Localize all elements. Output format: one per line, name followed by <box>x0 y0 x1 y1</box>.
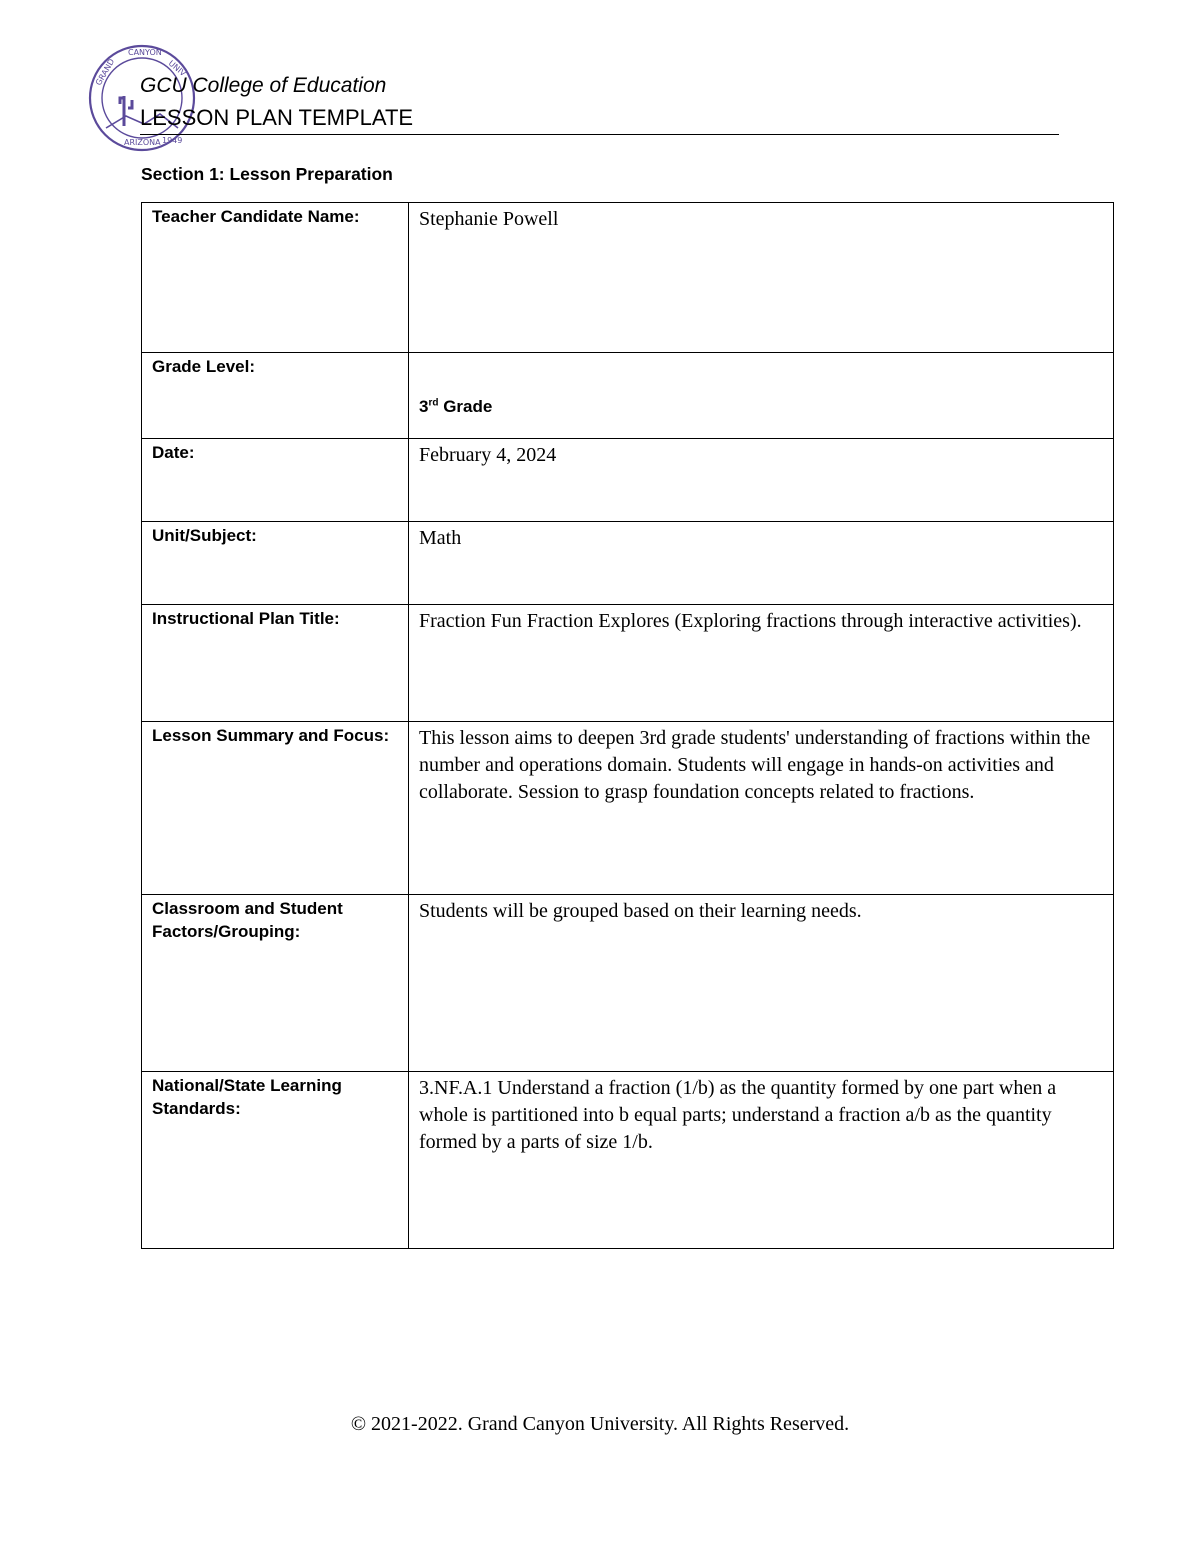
plan-title-value: Fraction Fun Fraction Explores (Exploring fractions through interactive activities). <box>409 605 1114 722</box>
factors-value: Students will be grouped based on their learning needs. <box>409 895 1114 1072</box>
section-heading: Section 1: Lesson Preparation <box>141 164 393 184</box>
table-row <box>142 605 1114 722</box>
teacher-label: Teacher Candidate Name: <box>142 203 409 353</box>
unit-label: Unit/Subject: <box>142 522 409 605</box>
plan-title-label: Instructional Plan Title: <box>142 605 409 722</box>
lesson-preparation-table <box>141 202 1114 1249</box>
unit-value: Math <box>409 522 1114 605</box>
teacher-value: Stephanie Powell <box>409 203 1114 353</box>
grade-number: 3 <box>419 397 429 416</box>
standards-value: 3.NF.A.1 Understand a fraction (1/b) as the quantity formed by one part when a whole is partitioned into b equal parts; understand a fraction a/b as the quantity formed by a parts of size 1/b. <box>409 1072 1114 1249</box>
standards-label: National/State Learning Standards: <box>142 1072 409 1249</box>
svg-text:GRAND: GRAND <box>93 57 117 87</box>
grade-text: Grade <box>438 397 493 416</box>
table-row <box>142 895 1114 1072</box>
grade-suffix: rd <box>428 397 439 409</box>
svg-text:CANYON: CANYON <box>128 48 162 57</box>
table-row <box>142 203 1114 353</box>
date-label: Date: <box>142 439 409 522</box>
summary-label: Lesson Summary and Focus: <box>142 722 409 895</box>
grade-label: Grade Level: <box>142 353 409 439</box>
date-value: February 4, 2024 <box>409 439 1114 522</box>
table-row <box>142 439 1114 522</box>
header-divider <box>140 134 1059 135</box>
summary-value: This lesson aims to deepen 3rd grade students' understanding of fractions within the number and operations domain. Students will engage in hands-on activities and collaborate. Session to grasp foundation concepts related to fractions. <box>409 722 1114 895</box>
college-name: GCU College of Education <box>140 74 387 97</box>
table-row <box>142 522 1114 605</box>
svg-text:1949: 1949 <box>162 136 183 145</box>
grade-value <box>419 396 1103 418</box>
table-row <box>142 1072 1114 1249</box>
factors-label: Classroom and Student Factors/Grouping: <box>142 895 409 1072</box>
copyright-footer: © 2021-2022. Grand Canyon University. All Rights Reserved. <box>350 1413 850 1435</box>
grade-value-cell <box>409 353 1114 439</box>
template-title: LESSON PLAN TEMPLATE <box>140 105 414 130</box>
table-row <box>142 353 1114 439</box>
svg-text:UNIV: UNIV <box>166 58 188 79</box>
table-row <box>142 722 1114 895</box>
svg-text:ARIZONA: ARIZONA <box>124 138 161 147</box>
